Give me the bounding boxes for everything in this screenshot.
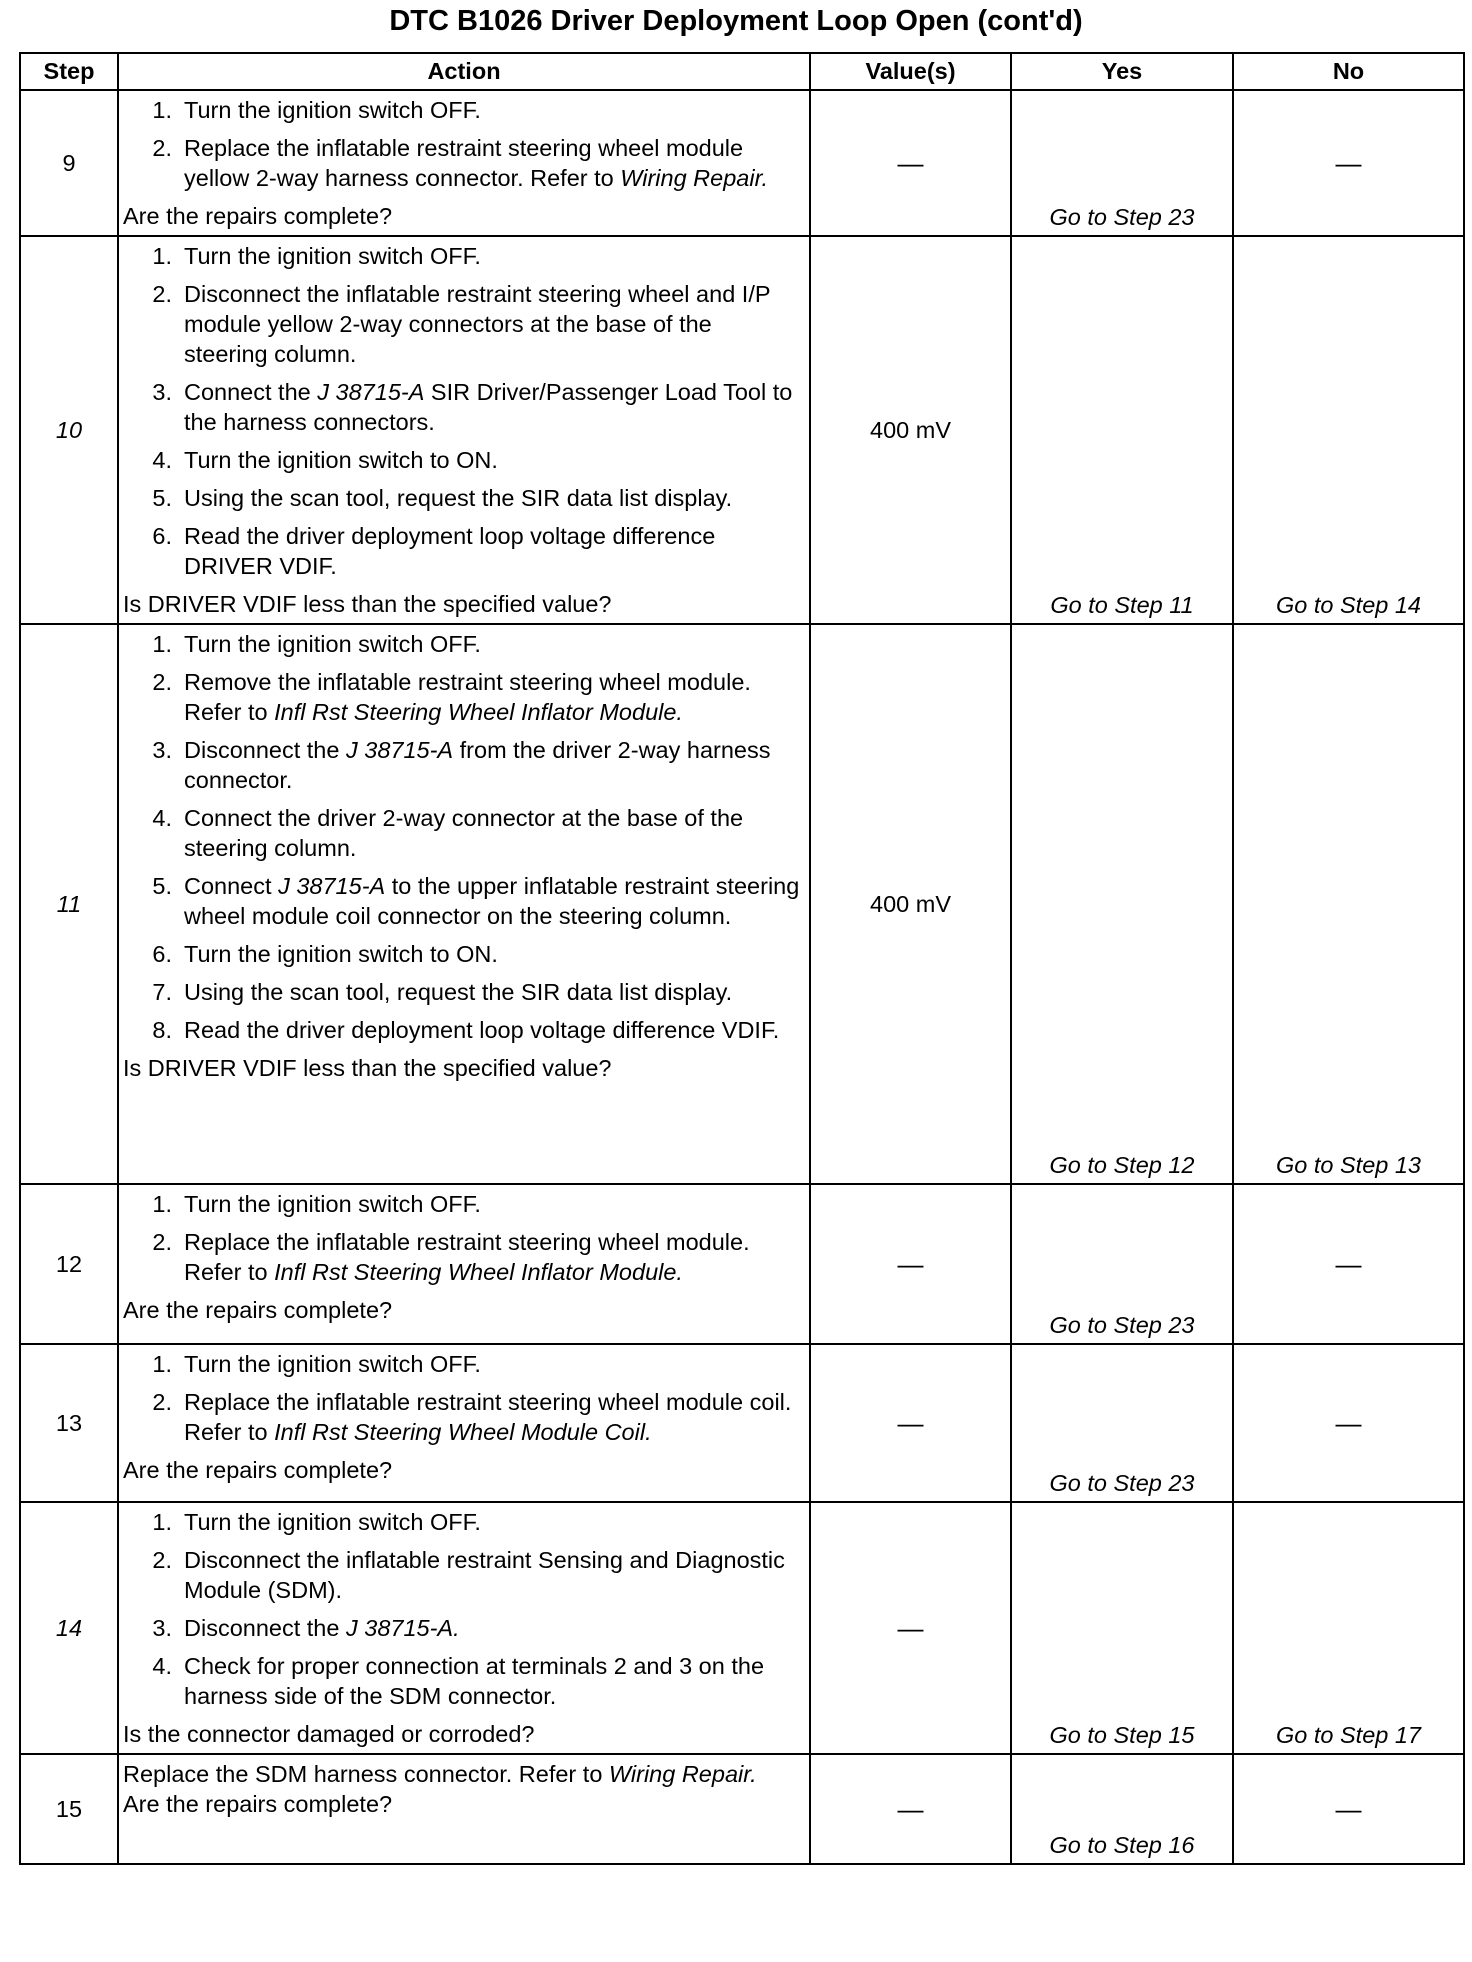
- question: Is DRIVER VDIF less than the specified value?: [123, 591, 612, 617]
- list-item: 7. Using the scan tool, request the SIR data list display.: [152, 979, 733, 1005]
- header-yes: Yes: [1011, 53, 1233, 90]
- tool-name: J 38715-A.: [345, 1615, 460, 1641]
- table-row: [20, 624, 1464, 1184]
- tool-name: J 38715-A: [317, 379, 425, 405]
- action-cell: [118, 1754, 810, 1864]
- action-list: [123, 1349, 801, 1447]
- list-item: 2. Replace the inflatable restraint steering wheel module coil. Refer to Infl Rst Steering Wheel Module Coil.: [152, 1389, 792, 1445]
- value-cell: 400 mV: [810, 236, 1011, 624]
- action-list: [123, 1189, 801, 1287]
- table-header-row: [20, 53, 1464, 90]
- reference-link: Wiring Repair.: [620, 165, 769, 191]
- step-number: 9: [20, 90, 118, 236]
- action-list: [123, 1507, 801, 1711]
- no-result: —: [1233, 1184, 1464, 1344]
- page-title: DTC B1026 Driver Deployment Loop Open (cont'd): [389, 5, 1083, 37]
- table-row: [20, 1184, 1464, 1344]
- list-item: 5. Connect J 38715-A to the upper inflatable restraint steering wheel module coil connector on the steering column.: [152, 873, 800, 929]
- list-item: 3. Disconnect the J 38715-A.: [152, 1615, 460, 1641]
- tool-name: J 38715-A: [345, 737, 454, 763]
- list-item: 4. Turn the ignition switch to ON.: [152, 447, 498, 473]
- step-number: 13: [20, 1344, 118, 1502]
- list-item: 2. Disconnect the inflatable restraint Sensing and Diagnostic Module (SDM).: [152, 1547, 785, 1603]
- yes-result: Go to Step 15: [1011, 1502, 1233, 1754]
- list-item: 6. Turn the ignition switch to ON.: [152, 941, 498, 967]
- no-result: Go to Step 13: [1233, 624, 1464, 1184]
- list-item: 2. Replace the inflatable restraint steering wheel module yellow 2-way harness connector. Refer to Wiring Repair.: [152, 135, 769, 191]
- question: Are the repairs complete?: [123, 1791, 393, 1817]
- action-list: [123, 241, 801, 581]
- header-values: Value(s): [810, 53, 1011, 90]
- step-number: 14: [20, 1502, 118, 1754]
- action-cell: [118, 236, 810, 624]
- table-row: [20, 1502, 1464, 1754]
- no-result: —: [1233, 1344, 1464, 1502]
- no-result: Go to Step 14: [1233, 236, 1464, 624]
- diagnostic-table: [19, 52, 1465, 1865]
- yes-result: Go to Step 23: [1011, 1184, 1233, 1344]
- question: Are the repairs complete?: [123, 1457, 393, 1483]
- action-list: [123, 629, 801, 1045]
- yes-result: Go to Step 16: [1011, 1754, 1233, 1864]
- yes-result: Go to Step 23: [1011, 1344, 1233, 1502]
- table-row: [20, 236, 1464, 624]
- list-item: 1. Turn the ignition switch OFF.: [152, 97, 481, 123]
- list-item: 2. Replace the inflatable restraint steering wheel module. Refer to Infl Rst Steering Wheel Inflator Module.: [152, 1229, 750, 1285]
- list-item: 3. Connect the J 38715-A SIR Driver/Passenger Load Tool to the harness connectors.: [152, 379, 793, 435]
- no-result: —: [1233, 1754, 1464, 1864]
- value-cell: 400 mV: [810, 624, 1011, 1184]
- list-item: 1. Turn the ignition switch OFF.: [152, 243, 481, 269]
- value-cell: —: [810, 90, 1011, 236]
- action-cell: [118, 624, 810, 1184]
- reference-link: Infl Rst Steering Wheel Inflator Module.: [274, 699, 683, 725]
- list-item: 6. Read the driver deployment loop voltage difference DRIVER VDIF.: [152, 523, 716, 579]
- reference-link: Infl Rst Steering Wheel Module Coil.: [274, 1419, 652, 1445]
- reference-link: Infl Rst Steering Wheel Inflator Module.: [274, 1259, 683, 1285]
- action-cell: [118, 1344, 810, 1502]
- action-cell: [118, 1502, 810, 1754]
- list-item: 1. Turn the ignition switch OFF.: [152, 1191, 481, 1217]
- list-item: 1. Turn the ignition switch OFF.: [152, 1509, 481, 1535]
- value-cell: —: [810, 1184, 1011, 1344]
- action-text: Replace the SDM harness connector. Refer to Wiring Repair.: [123, 1761, 757, 1787]
- table-row: [20, 90, 1464, 236]
- no-result: Go to Step 17: [1233, 1502, 1464, 1754]
- step-number: 10: [20, 236, 118, 624]
- list-item: 5. Using the scan tool, request the SIR data list display.: [152, 485, 733, 511]
- no-result: —: [1233, 90, 1464, 236]
- question: Is DRIVER VDIF less than the specified value?: [123, 1055, 612, 1081]
- table-row: [20, 1344, 1464, 1502]
- action-cell: [118, 1184, 810, 1344]
- reference-link: Wiring Repair.: [608, 1761, 757, 1787]
- list-item: 8. Read the driver deployment loop voltage difference VDIF.: [152, 1017, 780, 1043]
- question: Are the repairs complete?: [123, 203, 393, 229]
- action-cell: [118, 90, 810, 236]
- list-item: 1. Turn the ignition switch OFF.: [152, 631, 481, 657]
- step-number: 15: [20, 1754, 118, 1864]
- yes-result: Go to Step 23: [1011, 90, 1233, 236]
- list-item: 4. Connect the driver 2-way connector at the base of the steering column.: [152, 805, 744, 861]
- list-item: 4. Check for proper connection at terminals 2 and 3 on the harness side of the SDM connector.: [152, 1653, 765, 1709]
- header-no: No: [1233, 53, 1464, 90]
- value-cell: —: [810, 1344, 1011, 1502]
- list-item: 1. Turn the ignition switch OFF.: [152, 1351, 481, 1377]
- step-number: 12: [20, 1184, 118, 1344]
- question: Are the repairs complete?: [123, 1297, 393, 1323]
- action-list: [123, 95, 801, 193]
- header-step: Step: [20, 53, 118, 90]
- value-cell: —: [810, 1502, 1011, 1754]
- list-item: 2. Disconnect the inflatable restraint steering wheel and I/P module yellow 2-way connectors at the base of the steering column.: [152, 281, 771, 367]
- yes-result: Go to Step 12: [1011, 624, 1233, 1184]
- question: Is the connector damaged or corroded?: [123, 1721, 535, 1747]
- value-cell: —: [810, 1754, 1011, 1864]
- list-item: 3. Disconnect the J 38715-A from the driver 2-way harness connector.: [152, 737, 771, 793]
- table-row: [20, 1754, 1464, 1864]
- tool-name: J 38715-A: [278, 873, 386, 899]
- yes-result: Go to Step 11: [1011, 236, 1233, 624]
- list-item: 2. Remove the inflatable restraint steering wheel module. Refer to Infl Rst Steering Wheel Inflator Module.: [152, 669, 751, 725]
- header-action: Action: [118, 53, 810, 90]
- step-number: 11: [20, 624, 118, 1184]
